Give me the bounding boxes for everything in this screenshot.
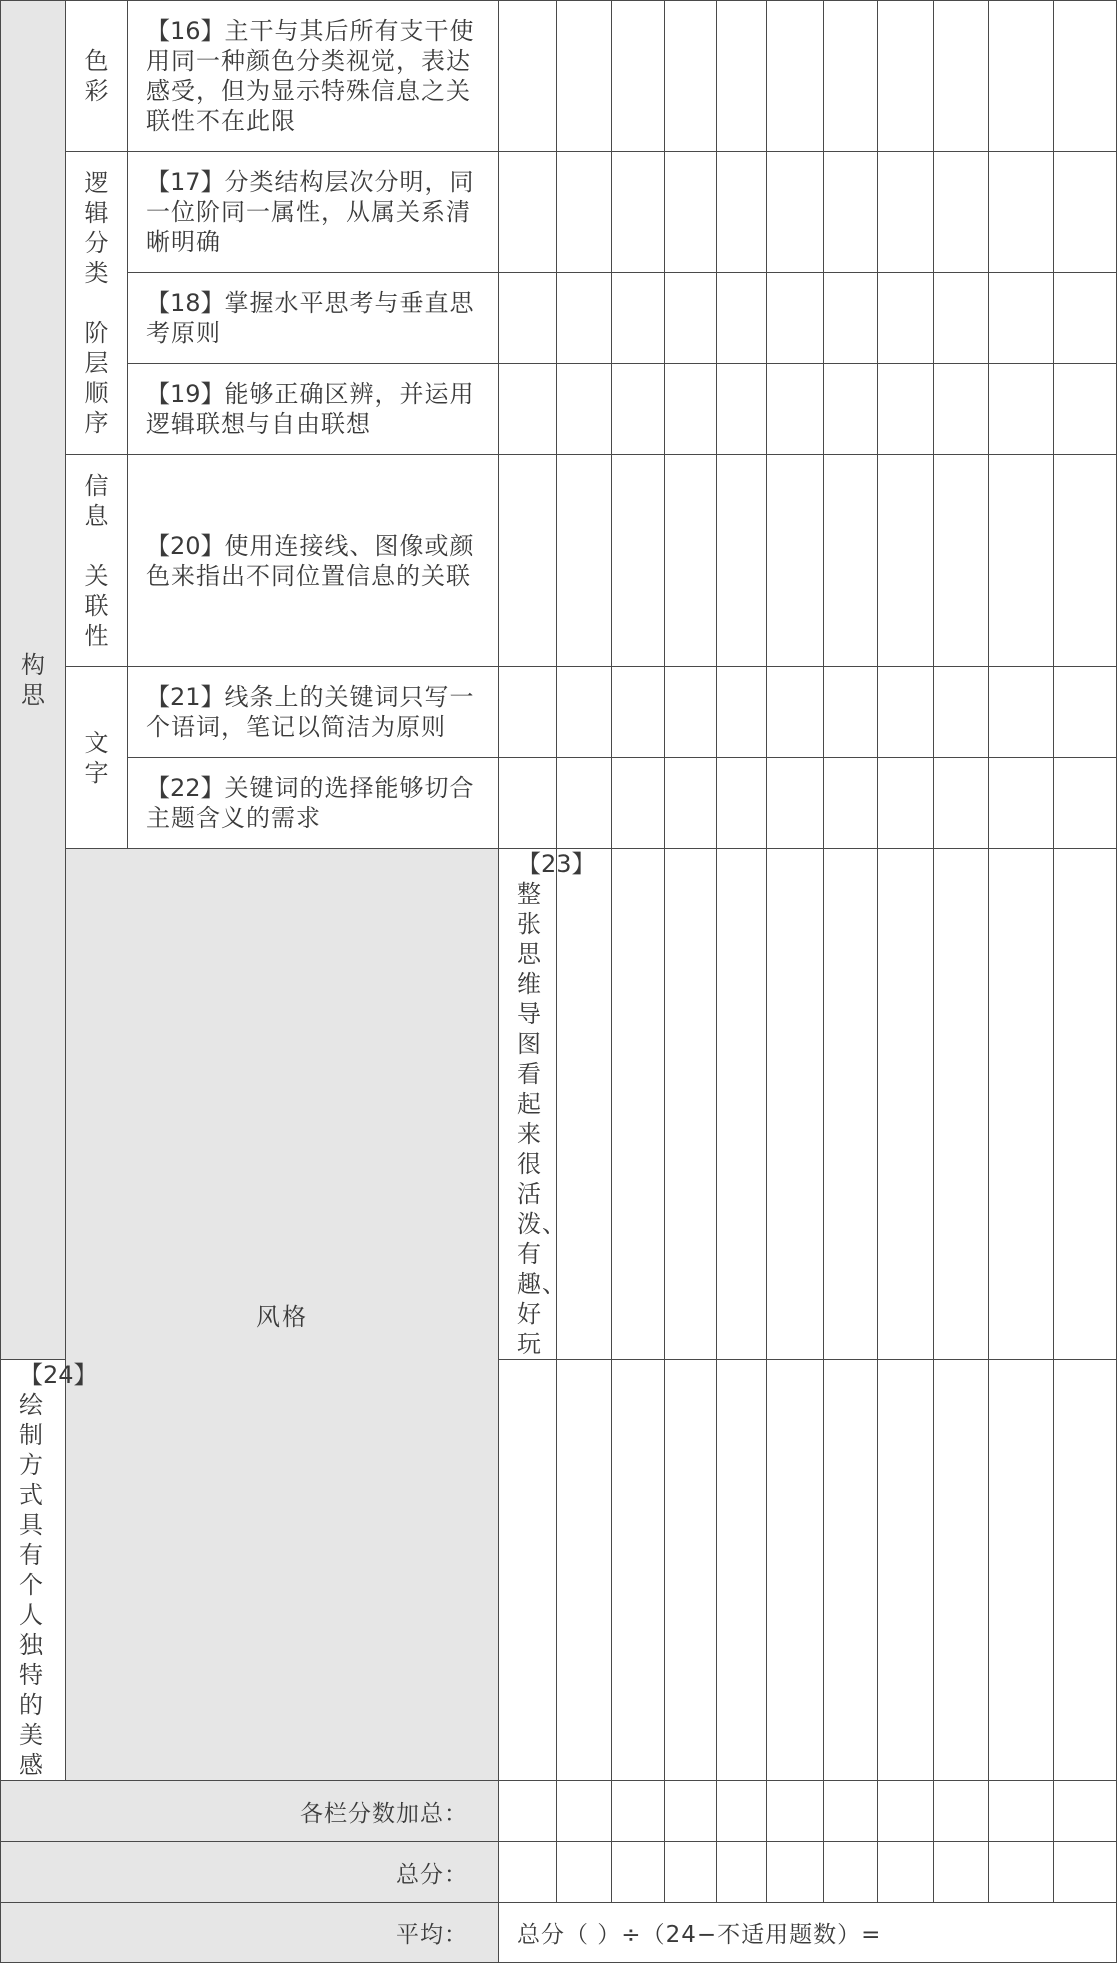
score-cell[interactable] xyxy=(989,364,1054,455)
score-cell[interactable] xyxy=(557,1,612,152)
criterion-text: 整张思维导图看起来很活泼、有趣、好玩 xyxy=(517,880,567,1358)
score-cell[interactable] xyxy=(934,667,989,758)
subsection-char: 类 xyxy=(84,259,109,287)
subsection-char: 联 xyxy=(84,591,109,620)
criterion-number: 【19】 xyxy=(146,380,225,408)
score-cell[interactable] xyxy=(824,364,878,455)
score-cell[interactable] xyxy=(557,152,612,273)
subsection-char: 序 xyxy=(84,409,109,437)
subsection-char: 顺 xyxy=(84,379,109,407)
score-cell[interactable] xyxy=(665,364,717,455)
criterion-row-21 xyxy=(1,667,1117,758)
score-cell[interactable] xyxy=(767,1360,824,1781)
criterion-row-17 xyxy=(1,152,1117,273)
score-cell[interactable] xyxy=(878,152,934,273)
score-cell[interactable] xyxy=(499,273,557,364)
score-cell[interactable] xyxy=(934,1,989,152)
subsection-char: 阶 xyxy=(84,319,109,347)
average-formula: 总分（ ）÷（24−不适用题数）= xyxy=(517,1922,882,1948)
score-cell[interactable] xyxy=(934,758,989,849)
total-label-cell xyxy=(1,1842,499,1903)
score-cell[interactable] xyxy=(989,849,1054,1360)
criterion-text: 关键词的选择能够切合主题含义的需求 xyxy=(146,774,475,832)
score-cell[interactable] xyxy=(989,152,1054,273)
score-cell[interactable] xyxy=(989,273,1054,364)
criterion-number: 【20】 xyxy=(146,531,225,560)
subsection-text xyxy=(66,667,128,849)
sum-label-cell xyxy=(1,1781,499,1842)
criterion-text: 使用连接线、图像或颜色来指出不同位置信息的关联 xyxy=(146,531,475,590)
score-cell[interactable] xyxy=(878,273,934,364)
score-cell[interactable] xyxy=(557,667,612,758)
criterion-number: 【22】 xyxy=(146,774,225,802)
spacer xyxy=(66,288,127,318)
score-cell[interactable] xyxy=(767,1,824,152)
subsection-char: 信 xyxy=(84,471,109,500)
score-cell[interactable] xyxy=(717,1,767,152)
score-cell[interactable] xyxy=(878,667,934,758)
criterion-22 xyxy=(128,758,499,849)
score-cell[interactable] xyxy=(717,758,767,849)
subsection-char: 关 xyxy=(84,561,109,590)
score-cell[interactable] xyxy=(557,1360,612,1781)
section-style-label: 风格 xyxy=(256,1303,308,1331)
score-cell[interactable] xyxy=(878,1781,934,1842)
score-cell[interactable] xyxy=(824,273,878,364)
score-cell[interactable] xyxy=(878,1842,934,1903)
score-cell[interactable] xyxy=(612,273,665,364)
score-cell[interactable] xyxy=(934,273,989,364)
score-cell[interactable] xyxy=(767,273,824,364)
criterion-number: 【24】 xyxy=(19,1361,98,1389)
subsection-logic xyxy=(66,152,128,455)
score-cell[interactable] xyxy=(665,667,717,758)
score-cell[interactable] xyxy=(665,1842,717,1903)
score-cell[interactable] xyxy=(612,667,665,758)
score-cell[interactable] xyxy=(934,152,989,273)
score-cell[interactable] xyxy=(824,455,878,667)
average-label-cell xyxy=(1,1903,499,1963)
section-style xyxy=(66,849,499,1781)
score-cell[interactable] xyxy=(824,1360,878,1781)
score-cell[interactable] xyxy=(717,273,767,364)
score-cell[interactable] xyxy=(934,849,989,1360)
score-cell[interactable] xyxy=(878,455,934,667)
sum-label: 各栏分数加总： xyxy=(300,1800,468,1827)
score-cell[interactable] xyxy=(557,1781,612,1842)
score-cell[interactable] xyxy=(499,1,557,152)
total-label: 总分： xyxy=(396,1861,468,1888)
subsection-char: 逻 xyxy=(84,169,109,197)
score-cell[interactable] xyxy=(665,849,717,1360)
score-cell[interactable] xyxy=(717,667,767,758)
score-cell[interactable] xyxy=(824,1,878,152)
score-cell[interactable] xyxy=(878,364,934,455)
score-cell[interactable] xyxy=(612,1842,665,1903)
score-cell[interactable] xyxy=(557,364,612,455)
criterion-row-16 xyxy=(1,1,1117,152)
score-cell[interactable] xyxy=(934,1781,989,1842)
subsection-char: 息 xyxy=(84,501,109,530)
score-cell[interactable] xyxy=(767,455,824,667)
subsection-char: 色 xyxy=(84,47,109,75)
criterion-row-20 xyxy=(1,455,1117,667)
score-cell[interactable] xyxy=(878,1360,934,1781)
subsection-info xyxy=(66,455,128,667)
spacer xyxy=(66,531,127,561)
score-cell[interactable] xyxy=(1054,273,1117,364)
score-cell[interactable] xyxy=(767,1842,824,1903)
score-cell[interactable] xyxy=(557,1842,612,1903)
score-cell[interactable] xyxy=(612,849,665,1360)
score-cell[interactable] xyxy=(989,1,1054,152)
score-cell[interactable] xyxy=(612,758,665,849)
score-cell[interactable] xyxy=(878,849,934,1360)
criterion-21 xyxy=(128,667,499,758)
score-cell[interactable] xyxy=(1054,758,1117,849)
score-cell[interactable] xyxy=(612,455,665,667)
score-cell[interactable] xyxy=(717,1360,767,1781)
score-cell[interactable] xyxy=(612,1,665,152)
score-cell[interactable] xyxy=(612,364,665,455)
score-cell[interactable] xyxy=(612,1360,665,1781)
total-row xyxy=(1,1842,1117,1903)
score-cell[interactable] xyxy=(824,1781,878,1842)
score-cell[interactable] xyxy=(1054,152,1117,273)
section-gousi xyxy=(1,1,66,1360)
criterion-number: 【16】 xyxy=(146,17,225,45)
criterion-24 xyxy=(1,1360,98,1781)
criterion-19 xyxy=(128,364,499,455)
criterion-16 xyxy=(128,1,499,152)
sum-row xyxy=(1,1781,1117,1842)
criterion-23 xyxy=(499,849,596,1360)
score-cell[interactable] xyxy=(612,1781,665,1842)
score-cell[interactable] xyxy=(717,152,767,273)
score-cell[interactable] xyxy=(557,273,612,364)
score-cell[interactable] xyxy=(767,758,824,849)
score-cell[interactable] xyxy=(1054,1,1117,152)
score-cell[interactable] xyxy=(989,1781,1054,1842)
criterion-text: 掌握水平思考与垂直思考原则 xyxy=(146,289,475,347)
score-cell[interactable] xyxy=(499,758,557,849)
subsection-color xyxy=(66,1,128,152)
score-cell[interactable] xyxy=(824,667,878,758)
score-cell[interactable] xyxy=(717,1842,767,1903)
score-cell[interactable] xyxy=(824,1842,878,1903)
score-cell[interactable] xyxy=(934,1842,989,1903)
score-cell[interactable] xyxy=(665,1,717,152)
score-cell[interactable] xyxy=(878,758,934,849)
criterion-row-23 xyxy=(1,849,1117,1360)
average-row xyxy=(1,1903,1117,1963)
score-cell[interactable] xyxy=(1054,364,1117,455)
score-cell[interactable] xyxy=(767,364,824,455)
score-cell[interactable] xyxy=(665,758,717,849)
score-cell[interactable] xyxy=(499,1842,557,1903)
criterion-text: 绘制方式具有个人独特的美感 xyxy=(19,1391,44,1779)
subsection-char: 分 xyxy=(84,229,109,257)
criterion-number: 【17】 xyxy=(146,168,225,196)
score-cell[interactable] xyxy=(989,1360,1054,1781)
score-cell[interactable] xyxy=(665,273,717,364)
average-label: 平均： xyxy=(396,1922,468,1948)
subsection-char: 性 xyxy=(84,621,109,650)
score-cell[interactable] xyxy=(1054,1842,1117,1903)
score-cell[interactable] xyxy=(1054,455,1117,667)
section-gousi-label: 构思 xyxy=(21,651,45,709)
criterion-row-19 xyxy=(1,364,1117,455)
score-cell[interactable] xyxy=(824,758,878,849)
score-cell[interactable] xyxy=(499,152,557,273)
score-cell[interactable] xyxy=(665,1781,717,1842)
score-cell[interactable] xyxy=(1054,1360,1117,1781)
score-cell[interactable] xyxy=(717,364,767,455)
score-cell[interactable] xyxy=(717,849,767,1360)
score-cell[interactable] xyxy=(612,152,665,273)
subsection-char: 层 xyxy=(84,349,109,377)
criterion-number: 【18】 xyxy=(146,289,225,317)
criterion-number: 【23】 xyxy=(517,850,596,878)
average-formula-cell[interactable] xyxy=(499,1903,1117,1963)
score-cell[interactable] xyxy=(878,1,934,152)
score-cell[interactable] xyxy=(767,849,824,1360)
score-cell[interactable] xyxy=(989,758,1054,849)
score-cell[interactable] xyxy=(499,364,557,455)
score-cell[interactable] xyxy=(717,455,767,667)
score-cell[interactable] xyxy=(1054,1781,1117,1842)
criterion-text: 线条上的关键词只写一个语词，笔记以简洁为原则 xyxy=(146,683,475,741)
score-cell[interactable] xyxy=(1054,667,1117,758)
criterion-20 xyxy=(128,455,499,667)
score-cell[interactable] xyxy=(989,667,1054,758)
score-cell[interactable] xyxy=(934,455,989,667)
criterion-text: 能够正确区辨，并运用逻辑联想与自由联想 xyxy=(146,380,475,438)
score-cell[interactable] xyxy=(989,1842,1054,1903)
score-cell[interactable] xyxy=(499,455,557,667)
score-cell[interactable] xyxy=(499,1360,557,1781)
score-cell[interactable] xyxy=(499,667,557,758)
score-cell[interactable] xyxy=(767,1781,824,1842)
score-cell[interactable] xyxy=(824,849,878,1360)
score-cell[interactable] xyxy=(717,1781,767,1842)
score-cell[interactable] xyxy=(499,1781,557,1842)
subsection-char: 彩 xyxy=(84,77,109,105)
subsection-char: 文 xyxy=(84,728,109,757)
score-cell[interactable] xyxy=(767,152,824,273)
criterion-row-22 xyxy=(1,758,1117,849)
score-cell[interactable] xyxy=(767,667,824,758)
criterion-17 xyxy=(128,152,499,273)
criterion-18 xyxy=(128,273,499,364)
subsection-char: 字 xyxy=(84,758,109,787)
criterion-number: 【21】 xyxy=(146,683,225,711)
subsection-char: 辑 xyxy=(84,199,109,227)
score-cell[interactable] xyxy=(665,152,717,273)
score-cell[interactable] xyxy=(989,455,1054,667)
score-cell[interactable] xyxy=(824,152,878,273)
criterion-row-18 xyxy=(1,273,1117,364)
criterion-text: 主干与其后所有支干使用同一种颜色分类视觉，表达感受，但为显示特殊信息之关联性不在此限 xyxy=(146,17,475,135)
score-cell[interactable] xyxy=(934,1360,989,1781)
score-cell[interactable] xyxy=(1054,849,1117,1360)
score-cell[interactable] xyxy=(665,455,717,667)
score-cell[interactable] xyxy=(557,758,612,849)
score-cell[interactable] xyxy=(934,364,989,455)
score-cell[interactable] xyxy=(557,455,612,667)
score-cell[interactable] xyxy=(665,1360,717,1781)
criterion-text: 分类结构层次分明，同一位阶同一属性，从属关系清晰明确 xyxy=(146,168,475,256)
